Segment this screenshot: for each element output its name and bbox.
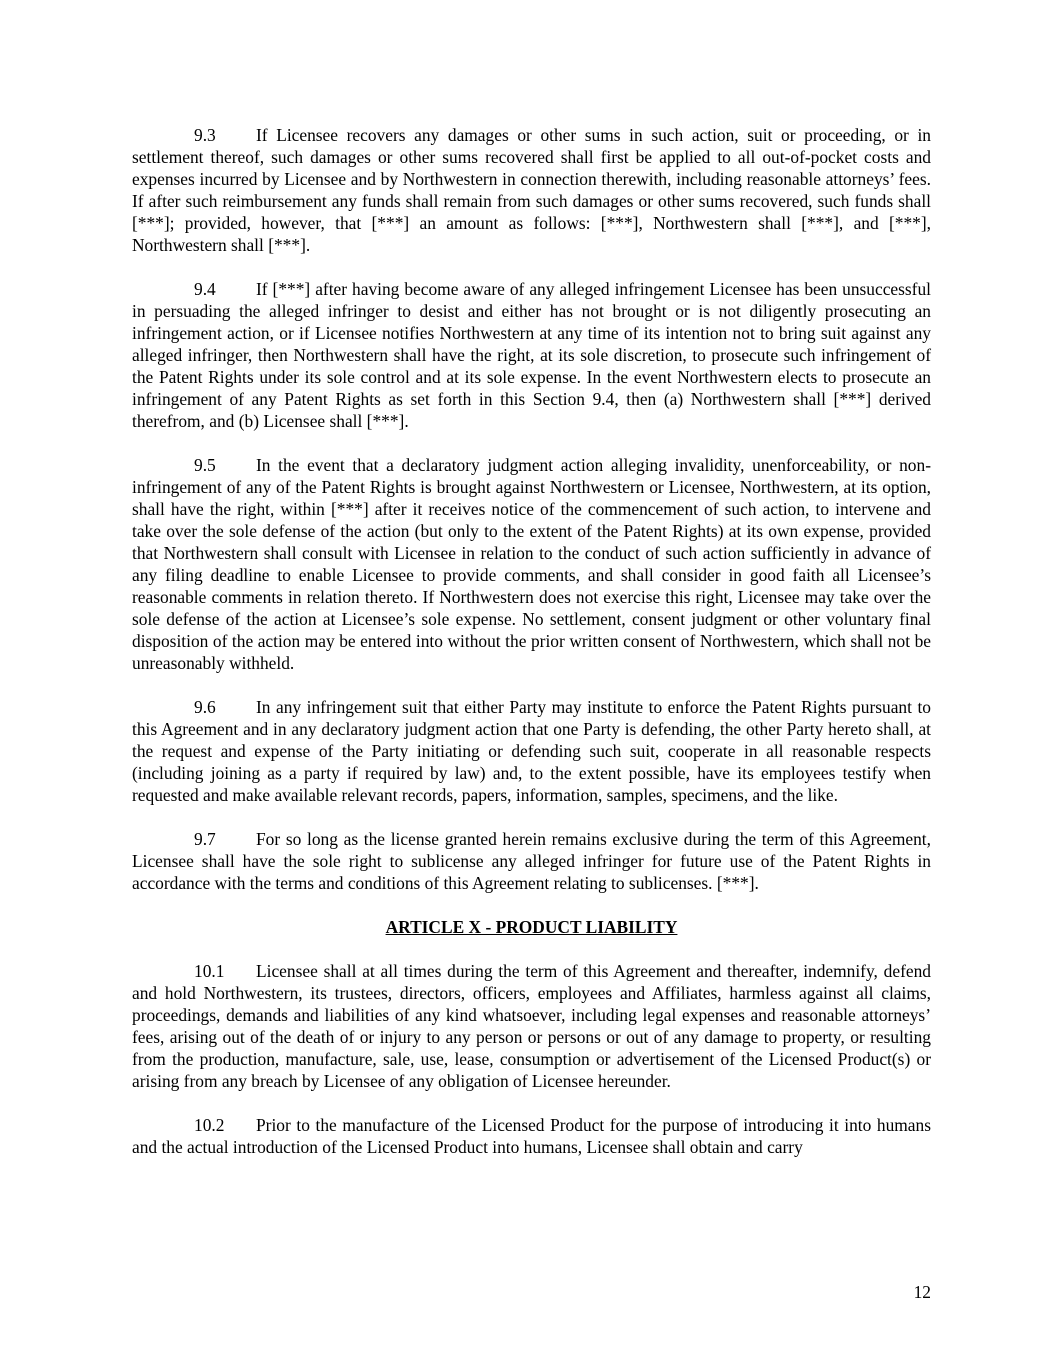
section-text: In any infringement suit that either Party may institute to enforce the Patent Rights pursuant to this Agreement and in any declaratory judgment action that one Party is defending, the other Party hereto shall, at the request and expense of the Party initiating or defending such suit, cooperate in all reasonable respects (including joining as a party if required by law) and, to the extent possible, have its employees testify when requested and make available relevant records, papers, information, samples, specimens, and the like.: [132, 697, 931, 805]
section-number: 9.4: [194, 279, 216, 299]
section-text: For so long as the license granted herein remains exclusive during the term of this Agreement, Licensee shall have the sole right to sublicense any alleged infringer for future use of the Patent Rights in accordance with the terms and conditions of this Agreement relating to sublicenses. [***].: [132, 829, 931, 893]
section-9-6: [132, 696, 931, 806]
page-number: 12: [913, 1282, 931, 1302]
section-9-3: [132, 124, 931, 256]
section-text: Licensee shall at all times during the term of this Agreement and thereafter, indemnify, defend and hold Northwestern, its trustees, directors, officers, employees and Affiliates, harmless against all claims, proceedings, demands and liabilities of any kind whatsoever, including legal expenses and reasonable attorneys’ fees, arising out of the death of or injury to any person or persons or out of any damage to property, or resulting from the production, manufacture, sale, use, lease, consumption or advertisement of the Licensed Product(s) or arising from any breach by Licensee of any obligation of Licensee hereunder.: [132, 961, 931, 1091]
section-10-2: [132, 1114, 931, 1158]
section-number: 9.7: [194, 829, 216, 849]
section-number: 9.5: [194, 455, 216, 475]
section-text: If Licensee recovers any damages or other sums in such action, suit or proceeding, or in settlement thereof, such damages or other sums recovered shall first be applied to all out-of-pocket costs and expenses incurred by Licensee and by Northwestern in connection therewith, including reasonable attorneys’ fees. If after such reimbursement any funds shall remain from such damages or other sums recovered, such funds shall [***]; provided, however, that [***] an amount as follows: [***], Northwestern shall [***], and [***], Northwestern shall [***].: [132, 125, 931, 255]
section-number: 10.1: [194, 961, 225, 981]
section-10-1: [132, 960, 931, 1092]
section-9-4: [132, 278, 931, 432]
article-heading: ARTICLE X - PRODUCT LIABILITY: [385, 917, 678, 937]
section-text: Prior to the manufacture of the Licensed Product for the purpose of introducing it into humans and the actual introduction of the Licensed Product into humans, Licensee shall obtain and carry: [132, 1115, 931, 1157]
section-number: 10.2: [194, 1115, 225, 1135]
section-9-5: [132, 454, 931, 674]
section-9-7: [132, 828, 931, 894]
section-text: If [***] after having become aware of any alleged infringement Licensee has been unsuccessful in persuading the alleged infringer to desist and either has not brought or is not diligently prosecuting an infringement action, or if Licensee notifies Northwestern at any time of its intention not to bring suit against any alleged infringer, then Northwestern shall have the right, at its sole discretion, to prosecute such infringement of the Patent Rights under its sole control and at its sole expense. In the event Northwestern elects to prosecute an infringement of any Patent Rights as set forth in this Section 9.4, then (a) Northwestern shall [***] derived therefrom, and (b) Licensee shall [***].: [132, 279, 931, 431]
section-number: 9.6: [194, 697, 216, 717]
document-page: [132, 124, 931, 1180]
section-number: 9.3: [194, 125, 216, 145]
section-text: In the event that a declaratory judgment action alleging invalidity, unenforceability, or non-infringement of any of the Patent Rights is brought against Northwestern or Licensee, Northwestern, at its option, shall have the right, within [***] after it receives notice of the commencement of such action, to intervene and take over the sole defense of the action (but only to the extent of the Patent Rights) at its own expense, provided that Northwestern shall consult with Licensee in relation to the conduct of such action sufficiently in advance of any filing deadline to enable Licensee to provide comments, and shall consider in good faith all Licensee’s reasonable comments in relation thereto. If Northwestern does not exercise this right, Licensee may take over the sole defense of the action at Licensee’s sole expense. No settlement, consent judgment or other voluntary final disposition of the action may be entered into without the prior written consent of Northwestern, which shall not be unreasonably withheld.: [132, 455, 931, 673]
